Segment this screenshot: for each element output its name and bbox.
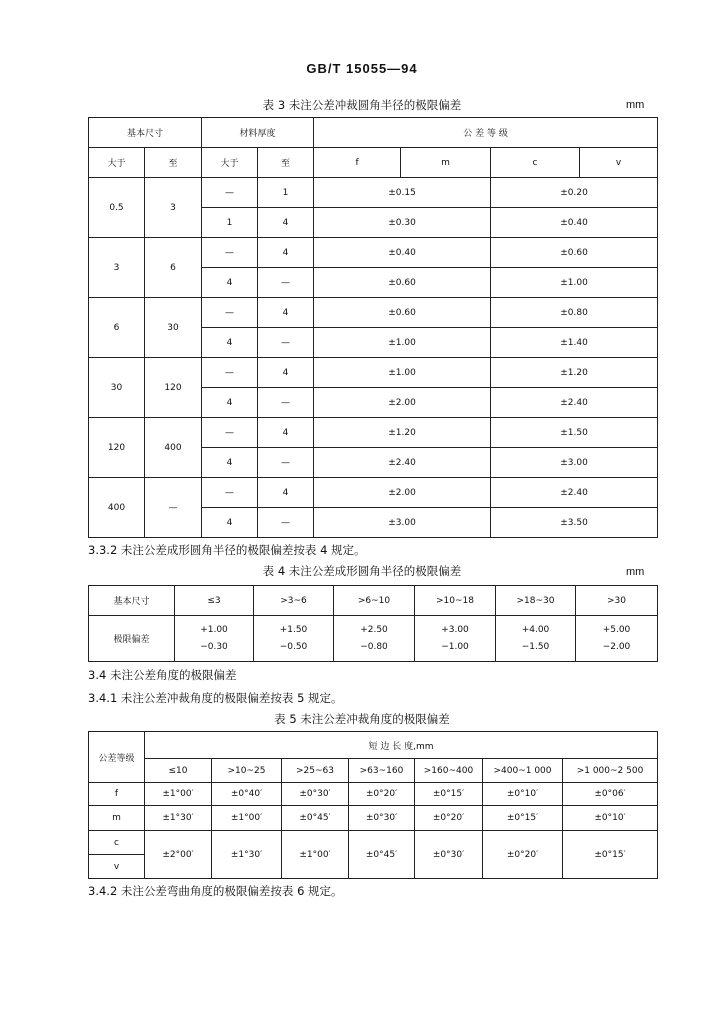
table4-size: >10~18 <box>415 586 496 616</box>
table4-deviation-cell <box>175 616 254 662</box>
table3-tol-fm: ±1.00 <box>314 328 491 358</box>
table3-thickness-to: — <box>258 388 314 418</box>
table3-head-f: f <box>314 148 401 178</box>
table3-tol-fm: ±3.00 <box>314 508 491 538</box>
table3-size-gt: 400 <box>89 478 145 538</box>
table3-tol-fm: ±1.20 <box>314 418 491 448</box>
table3-thickness-gt: 4 <box>202 268 258 298</box>
table5-head-grade: 公差等级 <box>89 732 145 783</box>
table3-tol-cv: ±0.20 <box>491 178 658 208</box>
table3-tol-cv: ±1.50 <box>491 418 658 448</box>
table3-thickness-gt: — <box>202 238 258 268</box>
table3-thickness-to: 4 <box>258 358 314 388</box>
table5-m-value: ±1°00′ <box>212 806 282 831</box>
table3-head-grade: 公 差 等 级 <box>314 118 658 148</box>
table3-tol-fm: ±2.00 <box>314 388 491 418</box>
table3-tol-cv: ±3.50 <box>491 508 658 538</box>
table3-thickness-gt: 4 <box>202 508 258 538</box>
table3-tol-cv: ±1.20 <box>491 358 658 388</box>
table4-lower: −0.50 <box>279 641 308 652</box>
table5-f-value: ±0°40′ <box>212 783 282 806</box>
table3-size-gt: 3 <box>89 238 145 298</box>
table3-head-gt: 大于 <box>89 148 145 178</box>
table3-thickness-gt: — <box>202 478 258 508</box>
table3-head-thickness-to: 至 <box>258 148 314 178</box>
table3-thickness-gt: 4 <box>202 388 258 418</box>
table4-upper: +3.00 <box>441 624 469 635</box>
table5-m-value: ±0°10′ <box>563 806 658 831</box>
table5-cv-value: ±1°00′ <box>282 831 349 879</box>
table3-row <box>89 238 658 268</box>
standard-header: GB/T 15055—94 <box>306 61 418 76</box>
table3-head-m: m <box>401 148 491 178</box>
table3-tol-cv: ±2.40 <box>491 388 658 418</box>
table3-tol-fm: ±0.15 <box>314 178 491 208</box>
table3-head-thickness-gt: 大于 <box>202 148 258 178</box>
table3-thickness-gt: 4 <box>202 448 258 478</box>
table3-head-v: v <box>580 148 658 178</box>
table4-lower: −1.50 <box>521 641 550 652</box>
table5 <box>88 731 658 879</box>
table3-size-gt: 0.5 <box>89 178 145 238</box>
table3-head-c: c <box>491 148 580 178</box>
table3-tol-cv: ±1.00 <box>491 268 658 298</box>
table3-thickness-to: 4 <box>258 298 314 328</box>
table5-m-value: ±0°20′ <box>415 806 483 831</box>
table3-size-to: 400 <box>145 418 202 478</box>
table3-size-gt: 30 <box>89 358 145 418</box>
table3-tol-cv: ±0.60 <box>491 238 658 268</box>
table3-thickness-to: — <box>258 328 314 358</box>
table4-lower: −0.30 <box>200 641 228 652</box>
table3-size-to: 6 <box>145 238 202 298</box>
table4-upper: +1.50 <box>279 624 308 635</box>
table3-size-to: 120 <box>145 358 202 418</box>
table3-thickness-gt: — <box>202 178 258 208</box>
table5-grade-v: v <box>89 855 145 879</box>
table5-f-value: ±0°30′ <box>282 783 349 806</box>
table5-grade-c: c <box>89 831 145 855</box>
table3-thickness-to: — <box>258 448 314 478</box>
table4-caption: 表 4 未注公差成形圆角半径的极限偏差 <box>262 564 462 578</box>
table3-row <box>89 418 658 448</box>
table3-tol-fm: ±1.00 <box>314 358 491 388</box>
table3-thickness-to: 4 <box>258 478 314 508</box>
table5-grade-m: m <box>89 806 145 831</box>
table3-size-gt: 120 <box>89 418 145 478</box>
table4-deviation-cell <box>415 616 496 662</box>
table3-thickness-to: 4 <box>258 418 314 448</box>
table5-f-value: ±1°00′ <box>145 783 212 806</box>
table5-cv-value: ±0°15′ <box>563 831 658 879</box>
table5-length: >10~25 <box>212 759 282 783</box>
table3-unit: mm <box>626 99 645 111</box>
table5-cv-value: ±0°20′ <box>483 831 563 879</box>
table5-length: >25~63 <box>282 759 349 783</box>
table5-length: ≤10 <box>145 759 212 783</box>
table3-row <box>89 178 658 208</box>
table4-deviation-cell <box>334 616 415 662</box>
table3-tol-fm: ±0.30 <box>314 208 491 238</box>
table4-lower: −0.80 <box>360 641 388 652</box>
table4-deviation-cell <box>496 616 576 662</box>
table3-thickness-gt: 4 <box>202 328 258 358</box>
table3-head-to: 至 <box>145 148 202 178</box>
table3-tol-cv: ±3.00 <box>491 448 658 478</box>
table5-grade-f: f <box>89 783 145 806</box>
table5-length: >400~1 000 <box>483 759 563 783</box>
table5-f-value: ±0°10′ <box>483 783 563 806</box>
table3-thickness-to: 1 <box>258 178 314 208</box>
table4-size: ≤3 <box>175 586 254 616</box>
table5-cv-value: ±0°30′ <box>415 831 483 879</box>
table4-upper: +1.00 <box>200 624 228 635</box>
table5-caption: 表 5 未注公差冲裁角度的极限偏差 <box>274 712 450 726</box>
table4 <box>88 585 658 662</box>
table5-cv-value: ±2°00′ <box>145 831 212 879</box>
table3-head-basic-size: 基本尺寸 <box>89 118 202 148</box>
table5-m-value: ±0°45′ <box>282 806 349 831</box>
table4-deviation-cell <box>576 616 658 662</box>
para-3-3-2: 3.3.2 未注公差成形圆角半径的极限偏差按表 4 规定。 <box>88 543 366 557</box>
table3-row <box>89 478 658 508</box>
table3-size-gt: 6 <box>89 298 145 358</box>
table3-row <box>89 358 658 388</box>
table3-size-to: — <box>145 478 202 538</box>
table3-tol-fm: ±2.40 <box>314 448 491 478</box>
table4-upper: +4.00 <box>521 624 550 635</box>
table4-upper: +5.00 <box>602 624 631 635</box>
table3-tol-fm: ±2.00 <box>314 478 491 508</box>
table4-lower: −2.00 <box>602 641 631 652</box>
table4-head-deviation: 极限偏差 <box>89 616 175 662</box>
table5-cv-value: ±0°45′ <box>349 831 415 879</box>
table5-head-short-side: 短 边 长 度,mm <box>145 732 658 759</box>
para-3-4: 3.4 未注公差角度的极限偏差 <box>88 668 237 682</box>
para-3-4-1: 3.4.1 未注公差冲裁角度的极限偏差按表 5 规定。 <box>88 691 343 705</box>
table3-head-thickness: 材料厚度 <box>202 118 314 148</box>
table5-length: >160~400 <box>415 759 483 783</box>
table3-thickness-to: 4 <box>258 238 314 268</box>
table3-tol-fm: ±0.60 <box>314 298 491 328</box>
table4-size: >30 <box>576 586 658 616</box>
table4-upper: +2.50 <box>360 624 388 635</box>
table5-length: >1 000~2 500 <box>563 759 658 783</box>
table3-size-to: 3 <box>145 178 202 238</box>
table3-thickness-gt: — <box>202 298 258 328</box>
table5-f-value: ±0°06′ <box>563 783 658 806</box>
table4-size: >3~6 <box>254 586 334 616</box>
table3-tol-cv: ±0.80 <box>491 298 658 328</box>
table5-f-value: ±0°15′ <box>415 783 483 806</box>
table3-row <box>89 298 658 328</box>
table3-thickness-gt: 1 <box>202 208 258 238</box>
table3-caption: 表 3 未注公差冲裁圆角半径的极限偏差 <box>262 98 462 112</box>
table3-tol-cv: ±1.40 <box>491 328 658 358</box>
table3-tol-cv: ±0.40 <box>491 208 658 238</box>
table5-m-value: ±1°30′ <box>145 806 212 831</box>
table3-size-to: 30 <box>145 298 202 358</box>
table4-unit: mm <box>626 566 645 578</box>
table4-size: >18~30 <box>496 586 576 616</box>
table3-tol-fm: ±0.40 <box>314 238 491 268</box>
table3-thickness-gt: — <box>202 358 258 388</box>
table4-head-basic-size: 基本尺寸 <box>89 586 175 616</box>
table3-tol-cv: ±2.40 <box>491 478 658 508</box>
table3-thickness-to: 4 <box>258 208 314 238</box>
table5-cv-value: ±1°30′ <box>212 831 282 879</box>
para-3-4-2: 3.4.2 未注公差弯曲角度的极限偏差按表 6 规定。 <box>88 884 343 898</box>
table4-size: >6~10 <box>334 586 415 616</box>
table3 <box>88 117 658 538</box>
table5-m-value: ±0°30′ <box>349 806 415 831</box>
table3-thickness-to: — <box>258 268 314 298</box>
table3-thickness-gt: — <box>202 418 258 448</box>
table3-tol-fm: ±0.60 <box>314 268 491 298</box>
table4-deviation-cell <box>254 616 334 662</box>
table4-lower: −1.00 <box>441 641 469 652</box>
table5-length: >63~160 <box>349 759 415 783</box>
table3-thickness-to: — <box>258 508 314 538</box>
table5-f-value: ±0°20′ <box>349 783 415 806</box>
table5-m-value: ±0°15′ <box>483 806 563 831</box>
